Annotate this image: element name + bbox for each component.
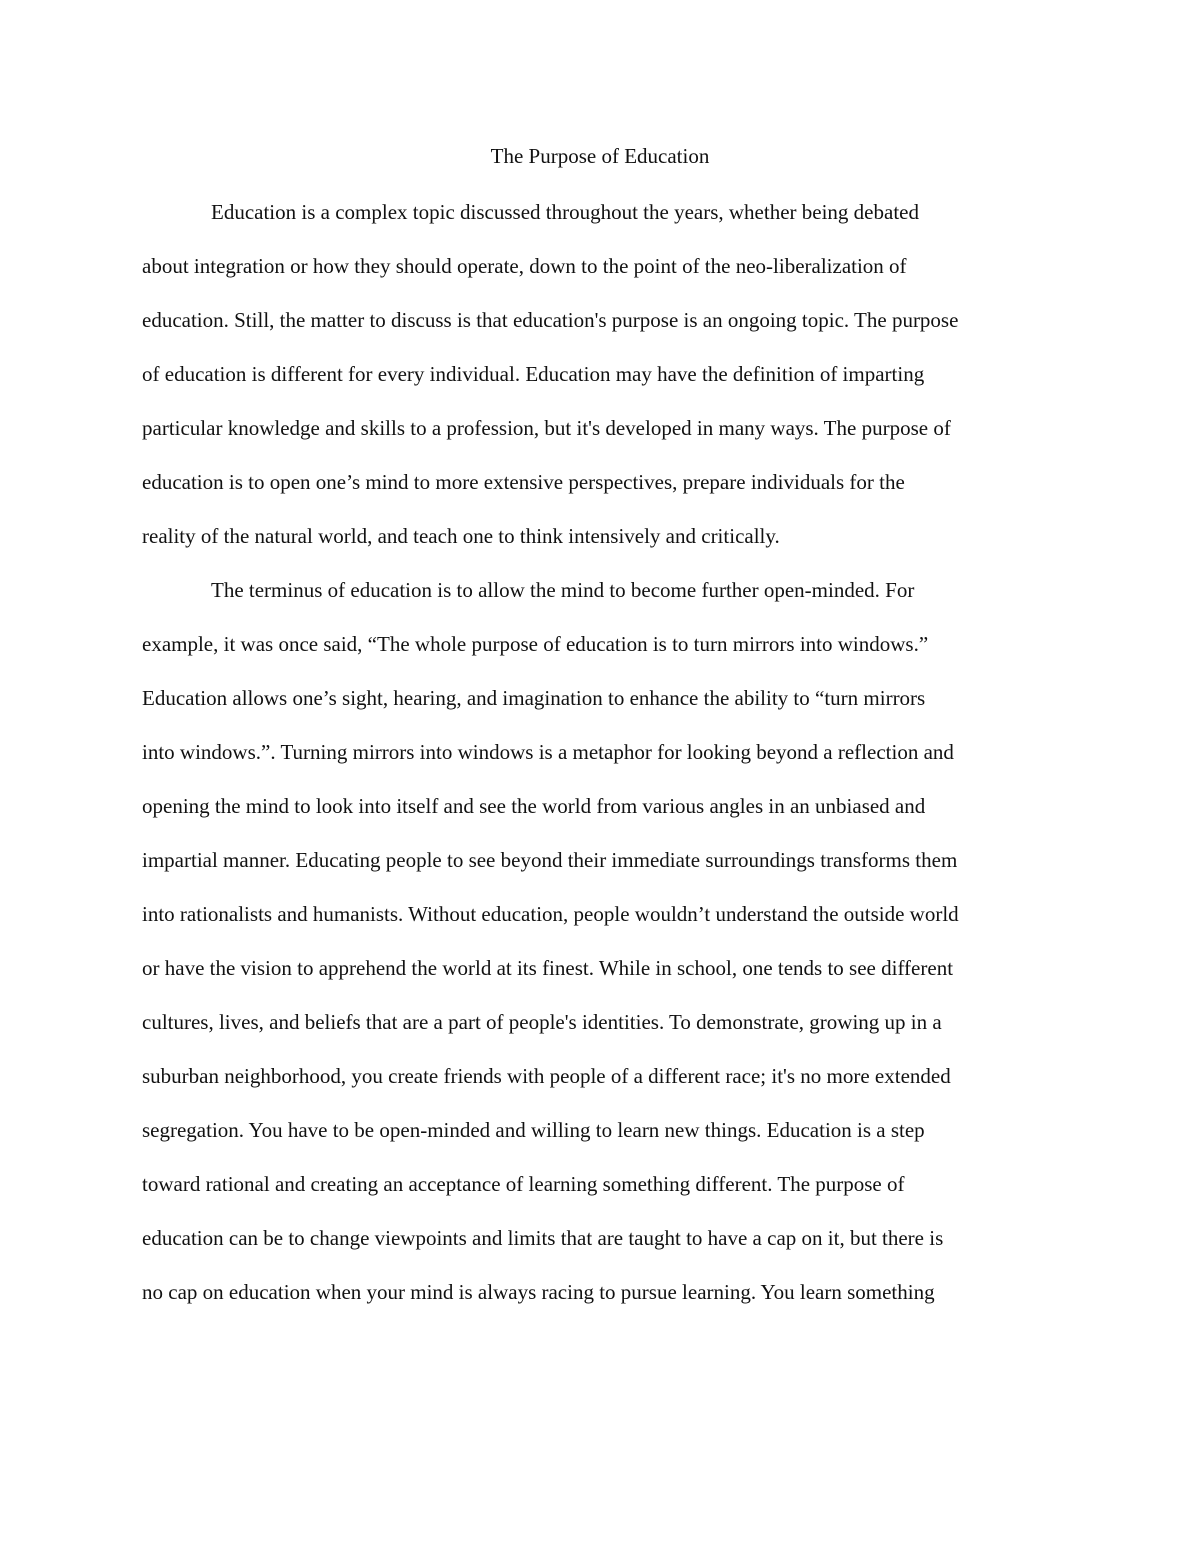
paragraph-line: or have the vision to apprehend the world at its finest. While in school, one tends to see different (142, 956, 954, 980)
paragraph-line: about integration or how they should operate, down to the point of the neo-liberalization of (142, 254, 907, 278)
paragraph-line: opening the mind to look into itself and see the world from various angles in an unbiased and (142, 794, 926, 818)
paragraph-line: education can be to change viewpoints and limits that are taught to have a cap on it, but there is (142, 1226, 944, 1250)
paragraph-line: example, it was once said, “The whole purpose of education is to turn mirrors into windows.” (142, 632, 929, 656)
paragraph-line: education is to open one’s mind to more extensive perspectives, prepare individuals for the (142, 470, 905, 494)
paragraph-line: of education is different for every individual. Education may have the definition of imparting (142, 362, 925, 386)
paragraph-line: cultures, lives, and beliefs that are a part of people's identities. To demonstrate, growing up in a (142, 1010, 942, 1034)
paragraph-line: no cap on education when your mind is always racing to pursue learning. You learn something (142, 1280, 935, 1304)
paragraph-line: Education allows one’s sight, hearing, and imagination to enhance the ability to “turn mirrors (142, 686, 926, 710)
paragraph-line: segregation. You have to be open-minded and willing to learn new things. Education is a step (142, 1118, 925, 1142)
page-title: The Purpose of Education (490, 144, 710, 168)
paragraph-line: toward rational and creating an acceptance of learning something different. The purpose of (142, 1172, 905, 1196)
paragraph-line: into windows.”. Turning mirrors into windows is a metaphor for looking beyond a reflection and (142, 740, 954, 764)
paragraph-line: particular knowledge and skills to a profession, but it's developed in many ways. The purpose of (142, 416, 951, 440)
paragraph-line: impartial manner. Educating people to see beyond their immediate surroundings transforms them (142, 848, 958, 872)
paragraph-line: The terminus of education is to allow the mind to become further open-minded. For (211, 578, 915, 602)
paragraph-line: reality of the natural world, and teach one to think intensively and critically. (142, 524, 780, 548)
paragraph-line: into rationalists and humanists. Without education, people wouldn’t understand the outside world (142, 902, 959, 926)
paragraph-line: education. Still, the matter to discuss is that education's purpose is an ongoing topic. The purpose (142, 308, 959, 332)
paragraph-line: Education is a complex topic discussed throughout the years, whether being debated (211, 200, 919, 224)
paragraph-line: suburban neighborhood, you create friends with people of a different race; it's no more extended (142, 1064, 951, 1088)
